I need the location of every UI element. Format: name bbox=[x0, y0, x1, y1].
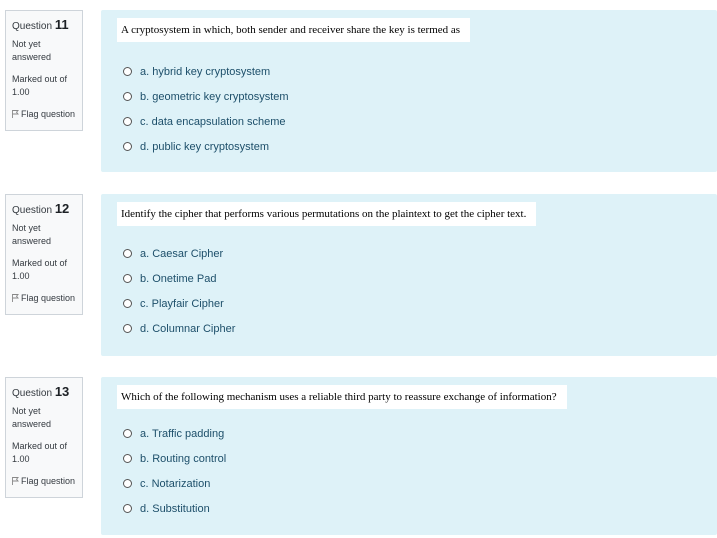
radio-button[interactable] bbox=[123, 429, 132, 438]
flag-icon bbox=[12, 110, 19, 118]
radio-button[interactable] bbox=[123, 117, 132, 126]
radio-button[interactable] bbox=[123, 92, 132, 101]
flag-question-link[interactable]: Flag question bbox=[12, 475, 76, 488]
answer-option[interactable]: a. Caesar Cipher bbox=[123, 241, 235, 266]
question-grade: Marked out of 1.00 bbox=[12, 258, 68, 281]
flag-question-link[interactable]: Flag question bbox=[12, 108, 76, 121]
flag-question-link[interactable]: Flag question bbox=[12, 292, 76, 305]
question-text: A cryptosystem in which, both sender and receiver share the key is termed as bbox=[117, 18, 470, 42]
answer-option[interactable]: c. Notarization bbox=[123, 471, 226, 496]
answer-option[interactable]: d. Substitution bbox=[123, 496, 226, 521]
question-info bbox=[5, 10, 83, 131]
question-grade: Marked out of 1.00 bbox=[12, 441, 68, 464]
question-info bbox=[5, 194, 83, 315]
flag-icon bbox=[12, 294, 19, 302]
question-state: Not yet answered bbox=[12, 406, 52, 429]
answer-option[interactable]: b. Routing control bbox=[123, 446, 226, 471]
answer-list bbox=[123, 59, 289, 159]
answer-option[interactable]: b. geometric key cryptosystem bbox=[123, 84, 289, 109]
question-number: Question 11 bbox=[12, 17, 69, 32]
radio-button[interactable] bbox=[123, 67, 132, 76]
answer-list bbox=[123, 421, 226, 521]
flag-icon bbox=[12, 477, 19, 485]
radio-button[interactable] bbox=[123, 299, 132, 308]
radio-button[interactable] bbox=[123, 142, 132, 151]
answer-option[interactable]: a. Traffic padding bbox=[123, 421, 226, 446]
question-info bbox=[5, 377, 83, 498]
answer-option[interactable]: c. data encapsulation scheme bbox=[123, 109, 289, 134]
answer-option[interactable]: b. Onetime Pad bbox=[123, 266, 235, 291]
question-state: Not yet answered bbox=[12, 39, 52, 62]
question-content bbox=[101, 377, 717, 535]
question-number: Question 13 bbox=[12, 384, 70, 399]
answer-option[interactable]: c. Playfair Cipher bbox=[123, 291, 235, 316]
question-text: Which of the following mechanism uses a reliable third party to reassure exchange of information? bbox=[117, 385, 567, 409]
answer-option[interactable]: d. public key cryptosystem bbox=[123, 134, 289, 159]
question-text: Identify the cipher that performs various permutations on the plaintext to get the cipher text. bbox=[117, 202, 536, 226]
radio-button[interactable] bbox=[123, 249, 132, 258]
answer-option[interactable]: a. hybrid key cryptosystem bbox=[123, 59, 289, 84]
question-number: Question 12 bbox=[12, 201, 70, 216]
question-grade: Marked out of 1.00 bbox=[12, 74, 68, 97]
answer-option[interactable]: d. Columnar Cipher bbox=[123, 316, 235, 341]
radio-button[interactable] bbox=[123, 454, 132, 463]
answer-list bbox=[123, 241, 235, 341]
radio-button[interactable] bbox=[123, 274, 132, 283]
question-state: Not yet answered bbox=[12, 223, 52, 246]
question-content bbox=[101, 194, 717, 356]
radio-button[interactable] bbox=[123, 479, 132, 488]
question-content bbox=[101, 10, 717, 172]
radio-button[interactable] bbox=[123, 504, 132, 513]
radio-button[interactable] bbox=[123, 324, 132, 333]
